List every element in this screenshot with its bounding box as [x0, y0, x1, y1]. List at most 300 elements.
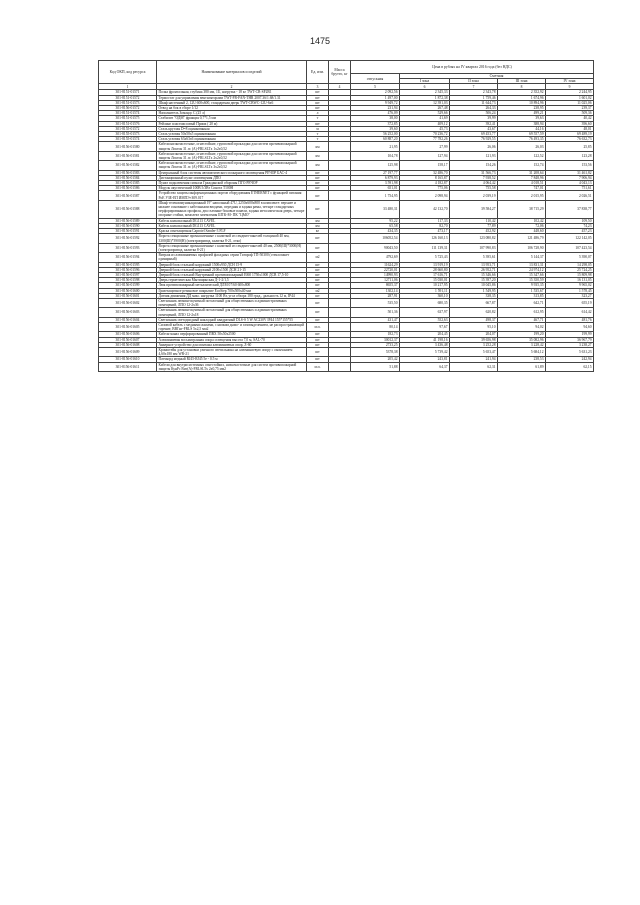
row-release-price: 8655,37 — [351, 283, 400, 288]
row-zone-4-price: 123,28 — [546, 151, 594, 160]
row-zone-3-price: 26,03 — [498, 142, 546, 151]
row-unit: шт — [307, 100, 329, 105]
row-code: 301-8156-01602 — [99, 298, 157, 307]
row-zone-3-price: 199,20 — [498, 332, 546, 337]
row-code: 301-8156-01584 — [99, 175, 157, 180]
row-name: Кабель-канал перфорированный ПВХ 50х50х2500 — [157, 332, 307, 337]
row-zone-3-price: 15 350,59 — [498, 278, 546, 283]
row-zone-3-price: 448,60 — [498, 229, 546, 234]
row-unit: шт — [307, 175, 329, 180]
row-unit: шт — [307, 90, 329, 95]
row-zone-2-price: 13 953,71 — [450, 262, 498, 267]
row-zone-3-price: 152,74 — [498, 161, 546, 170]
row-zone-2-price: 5 395,61 — [450, 253, 498, 262]
row-unit: л — [307, 111, 329, 116]
row-code: 301-8156-01611 — [99, 362, 157, 371]
row-release-price: 12711,06 — [351, 278, 400, 283]
row-zone-1-price: 97,67 — [400, 322, 450, 331]
header-zone-1: I зона — [400, 79, 450, 84]
row-unit: км — [307, 161, 329, 170]
row-unit: шт — [307, 200, 329, 218]
row-zone-2-price: 15 397,20 — [450, 278, 498, 283]
row-release-price: 1302,14 — [351, 288, 400, 293]
row-zone-1-price: 3 436,48 — [400, 342, 450, 347]
row-name: Светильник светодиодный накладной квадратный DLS-S 5 W AC230V IP44 155*155*55 — [157, 317, 307, 322]
row-release-price: 95,22 — [351, 218, 400, 223]
row-zone-4-price: 242,94 — [546, 357, 594, 362]
row-zone-4-price: 323,27 — [546, 293, 594, 298]
row-unit: м.п. — [307, 362, 329, 371]
row-release-price: 205,42 — [351, 357, 400, 362]
row-zone-2-price: 11 644,73 — [450, 100, 498, 105]
price-table — [98, 60, 594, 372]
row-unit: шт — [307, 283, 329, 288]
row-release-price: 11624,29 — [351, 262, 400, 267]
row-zone-2-price: 69 453,77 — [450, 132, 498, 137]
row-zone-3-price: 238,53 — [498, 357, 546, 362]
row-mass — [329, 243, 351, 252]
row-zone-2-price: 452,92 — [450, 229, 498, 234]
row-release-price: 38,00 — [351, 116, 400, 121]
row-name: Кабели для внутрисистемных огнестойких, низкочастотные для систем противопожарной защиты КунРс Вит(А)-FRLSLTx 2х0,75 мм2 — [157, 362, 307, 371]
column-number: 8 — [498, 84, 546, 90]
row-zone-2-price: 15 346,66 — [450, 272, 498, 277]
row-unit: шт — [307, 337, 329, 342]
row-zone-2-price: 620,82 — [450, 308, 498, 317]
row-release-price: 22720,01 — [351, 267, 400, 272]
column-number: 2 — [157, 84, 307, 90]
row-code: 301-8156-01596 — [99, 267, 157, 272]
row-zone-1-price: 473,17 — [400, 229, 450, 234]
row-name: Анкерное устройство для монтажа алюминиевых опор, Z-60 — [157, 342, 307, 347]
row-unit: м — [307, 126, 329, 131]
row-code: 301-8156-01608 — [99, 342, 157, 347]
row-zone-3-price: 39,63 — [498, 116, 546, 121]
row-name: Ворота секционные промышленные с калиткой из сендвич-панелей 40 мм, 2500(Ш)*3000(Н) (электропривод, калитка 8-21) — [157, 243, 307, 252]
row-mass — [329, 298, 351, 307]
row-zone-3-price: 35 082,96 — [498, 337, 546, 342]
row-zone-2-price: 107 990,83 — [450, 243, 498, 252]
row-zone-2-price: 667,87 — [450, 298, 498, 307]
row-zone-3-price: 4 018,51 — [498, 181, 546, 186]
row-release-price: 1 754,95 — [351, 191, 400, 200]
row-code: 301-8156-01603 — [99, 308, 157, 317]
row-zone-4-price: 2 244,95 — [546, 90, 594, 95]
row-zone-2-price: 755,58 — [450, 186, 498, 191]
row-zone-1-price: 15 030,01 — [400, 278, 450, 283]
row-zone-4-price: 11 025,06 — [546, 100, 594, 105]
table-row — [99, 200, 594, 218]
table-row — [99, 322, 594, 331]
table-row — [99, 151, 594, 160]
row-name: Рейлинг пластмассовый Прима ( 20 м) — [157, 121, 307, 126]
row-zone-3-price: 7 848,96 — [498, 175, 546, 180]
row-zone-4-price: 396,60 — [546, 121, 594, 126]
row-zone-3-price: 238,95 — [498, 106, 546, 111]
row-zone-1-price: 10 217,95 — [400, 283, 450, 288]
row-unit: шт — [307, 317, 329, 322]
row-name: Краска огнезащитная Caprotel Sander-3 FLF — [157, 229, 307, 234]
row-zone-1-price: 204,45 — [400, 332, 450, 337]
row-name: Кабель коаксиальный DG113 CAVEL — [157, 223, 307, 228]
row-zone-4-price: 122 142,05 — [546, 234, 594, 243]
row-name: Дверной блок стальной наружный 1500х930 ДСН 15-9 — [157, 262, 307, 267]
row-zone-3-price: 5 684,12 — [498, 347, 546, 356]
row-zone-1-price: 637,97 — [400, 308, 450, 317]
row-release-price: 33 480,31 — [351, 200, 400, 218]
row-zone-2-price: 1 549,95 — [450, 288, 498, 293]
row-zone-2-price: 123 080,82 — [450, 234, 498, 243]
row-zone-1-price: 127,94 — [400, 151, 450, 160]
row-name: Светильник люминесцентный потолочный для общественных и административных помещений, ЛПО 12-2х18 — [157, 308, 307, 317]
row-mass — [329, 253, 351, 262]
row-mass — [329, 191, 351, 200]
header-release: отпускная — [351, 74, 400, 84]
row-unit: шт — [307, 234, 329, 243]
row-zone-4-price: 5 390,07 — [546, 253, 594, 262]
row-unit: шт — [307, 332, 329, 337]
row-zone-4-price: 25,85 — [546, 142, 594, 151]
row-release-price: 51,88 — [351, 362, 400, 371]
row-name: Кронштейн для установки уличного светильника на алюминиевую опору с окончанием 4,60х180 мм WR-21 — [157, 347, 307, 356]
row-unit: шт — [307, 106, 329, 111]
row-zone-1-price: 111 139,31 — [400, 243, 450, 252]
row-zone-3-price: 388,94 — [498, 121, 546, 126]
column-number: 6 — [400, 84, 450, 90]
row-release-price: 39,60 — [351, 126, 400, 131]
row-unit: шт — [307, 308, 329, 317]
row-name: Дверь герметическая Мытищинская Д-1-2/1,5 — [157, 278, 307, 283]
row-zone-2-price: 39 656,98 — [450, 337, 498, 342]
row-code: 301-8151-01571 — [99, 90, 157, 95]
row-zone-4-price: 36 967,79 — [546, 337, 594, 342]
row-unit: км — [307, 223, 329, 228]
row-release-price: 30012,37 — [351, 337, 400, 342]
row-zone-3-price: 2 352,92 — [498, 90, 546, 95]
row-release-price: 4792,69 — [351, 253, 400, 262]
row-zone-4-price: 109,50 — [546, 218, 594, 223]
row-name: Шкаф настенный 2, 12U 600х600, стандартная дверь TWT-CBWC-12U-6x6 — [157, 100, 307, 105]
row-zone-4-price: 76 632,73 — [546, 137, 594, 142]
row-release-price: 65,58 — [351, 223, 400, 228]
row-zone-3-price: 313,85 — [498, 293, 546, 298]
row-name: Грязезащитное резиновое покрытие EcoStep 700х500х40 мм — [157, 288, 307, 293]
row-zone-4-price: 1 578,45 — [546, 288, 594, 293]
row-zone-2-price: 498,37 — [450, 317, 498, 322]
row-zone-2-price: 5 653,47 — [450, 347, 498, 356]
header-mass: Масса брутто, кг — [329, 61, 351, 84]
row-name: Кабели низкочастотные, огнестойкие, групповой прокладки для систем противопожарной защиты Локтон 31 лс (A)-FRLSLTx 2x2x0,52 — [157, 151, 307, 160]
row-zone-2-price: 392,41 — [450, 121, 498, 126]
row-release-price: 9 949,72 — [351, 100, 400, 105]
row-code: 301-8156-01593 — [99, 243, 157, 252]
row-mass — [329, 200, 351, 218]
row-zone-4-price: 5 631,23 — [546, 347, 594, 356]
row-mass — [329, 362, 351, 371]
column-number: 5 — [351, 84, 400, 90]
row-zone-3-price: 467,71 — [498, 317, 546, 322]
row-zone-2-price: 204,07 — [450, 332, 498, 337]
row-zone-2-price: 121,93 — [450, 151, 498, 160]
row-code: 301-8156-01599 — [99, 283, 157, 288]
row-zone-3-price: 15 347,66 — [498, 272, 546, 277]
row-code: 301-8156-01572 — [99, 106, 157, 111]
row-zone-3-price: 3 228,42 — [498, 342, 546, 347]
row-mass — [329, 347, 351, 356]
row-zone-2-price: 31 566,73 — [450, 170, 498, 175]
row-code: 301-8156-01588 — [99, 200, 157, 218]
row-zone-4-price: 94,60 — [546, 322, 594, 331]
column-number: 9 — [546, 84, 594, 90]
row-zone-1-price: 552,63 — [400, 317, 450, 322]
row-name: Модуль акустический 100В 5/3Вт Сонота Т100Н — [157, 186, 307, 191]
row-zone-1-price: 267,48 — [400, 106, 450, 111]
row-unit: шт — [307, 347, 329, 356]
row-mass — [329, 234, 351, 243]
table-row — [99, 142, 594, 151]
row-code: 301-8156-01580 — [99, 142, 157, 151]
row-code: 301-8156-01606 — [99, 332, 157, 337]
row-zone-2-price: 4 064,42 — [450, 181, 498, 186]
row-zone-2-price: 77,89 — [450, 223, 498, 228]
row-zone-1-price: 529,66 — [400, 111, 450, 116]
row-zone-4-price: 2 026,51 — [546, 191, 594, 200]
row-unit: шт — [307, 357, 329, 362]
row-code: 301-8156-01586 — [99, 186, 157, 191]
row-code: 301-8151-01573 — [99, 100, 157, 105]
row-code: 301-8151-01572 — [99, 95, 157, 100]
row-zone-3-price: 10 894,96 — [498, 100, 546, 105]
row-release-price: 535,50 — [351, 298, 400, 307]
row-zone-3-price: 1 674,96 — [498, 95, 546, 100]
row-code: 301-8156-01610 — [99, 357, 157, 362]
row-zone-3-price: 499,21 — [498, 111, 546, 116]
header-unit: Ед. изм. — [307, 61, 329, 84]
header-code: Код ОКП, код ресурса — [99, 61, 157, 84]
row-zone-3-price: 122,52 — [498, 151, 546, 160]
row-code: 301-8155-01573 — [99, 132, 157, 137]
row-zone-1-price: 2 345,33 — [400, 90, 450, 95]
row-unit: шт — [307, 278, 329, 283]
row-zone-3-price: 5 144,37 — [498, 253, 546, 262]
row-release-price: 231,94 — [351, 106, 400, 111]
row-name: Шкаф телекоммуникационный 19" напольный 47U, 2250х600х800 в комплекте: верхнее и нижнее основание с кабельными вводами, передняя и задняя рамы, четыре стандартных перфорированных профиля, два съемные боковые панели, задняя металлическая дверь, четыре опорные стойки, комплект заземления ШТК-М- ПК "ЦМО" — [157, 200, 307, 218]
row-release-price: 60 887,20 — [351, 137, 400, 142]
row-unit: м2 — [307, 288, 329, 293]
row-mass — [329, 161, 351, 170]
row-release-price: 104,78 — [351, 151, 400, 160]
row-zone-3-price: 69 557,59 — [498, 132, 546, 137]
row-code: 301-8156-01591 — [99, 229, 157, 234]
row-zone-1-price: 2 098,94 — [400, 191, 450, 200]
row-zone-4-price: 74,23 — [546, 223, 594, 228]
row-code: 301-8155-01574 — [99, 137, 157, 142]
row-zone-4-price: 16 131,05 — [546, 278, 594, 283]
row-zone-1-price: 64,37 — [400, 362, 450, 371]
row-unit: шт — [307, 191, 329, 200]
row-name: Отвод на бок в сборе 1/12 — [157, 106, 307, 111]
row-zone-3-price: 747,01 — [498, 186, 546, 191]
row-release-price: 434,35 — [351, 229, 400, 234]
row-code: 301-8151-01575 — [99, 116, 157, 121]
row-zone-1-price: 1 591,11 — [400, 288, 450, 293]
row-unit: шт — [307, 293, 329, 298]
row-zone-2-price: 2 343,78 — [450, 90, 498, 95]
row-code: 301-8156-01581 — [99, 151, 157, 160]
row-name: Дверной блок стальной Внутренний противопожарный EI60 1750х1000 ДСВ 17,5-10 — [157, 272, 307, 277]
row-name: Кабели низкочастотные, огнестойкие, групповой прокладки для систем противопожарной защиты Локтон 31 лс (A)-FRLSLTx 1x2x0,52 — [157, 142, 307, 151]
row-zone-1-price: 5 725,43 — [400, 253, 450, 262]
row-zone-4-price: 614,42 — [546, 308, 594, 317]
row-mass — [329, 322, 351, 331]
row-zone-4-price: 481,76 — [546, 317, 594, 322]
row-name: Дверной блок стальной наружный 2100х1500 ДСН 21-15 — [157, 267, 307, 272]
row-zone-2-price: 39 584,27 — [450, 200, 498, 218]
row-code: 301-8151-01574 — [99, 111, 157, 116]
row-zone-4-price: 9 965,02 — [546, 283, 594, 288]
row-zone-1-price: 41 198,16 — [400, 337, 450, 342]
row-zone-3-price: 61,89 — [498, 362, 546, 371]
row-zone-2-price: 264,33 — [450, 106, 498, 111]
row-unit: м2 — [307, 253, 329, 262]
row-zone-1-price: 158,17 — [400, 161, 450, 170]
row-zone-2-price: 241,94 — [450, 357, 498, 362]
row-zone-1-price: 126 160,13 — [400, 234, 450, 243]
row-zone-4-price: 37 838,77 — [546, 200, 594, 218]
row-release-price: 3 591,98 — [351, 181, 400, 186]
row-zone-4-price: 655,19 — [546, 298, 594, 307]
row-zone-4-price: 48,01 — [546, 126, 594, 131]
row-unit: шт — [307, 243, 329, 252]
row-release-price: 2 092,56 — [351, 90, 400, 95]
row-code: 301-8156-01590 — [99, 223, 157, 228]
row-zone-1-price: 8 165,87 — [400, 175, 450, 180]
row-unit: шт — [307, 262, 329, 267]
row-zone-3-price: 94,02 — [498, 322, 546, 331]
row-zone-3-price: 102,42 — [498, 218, 546, 223]
row-name: Ворота секционные промышленные с калиткой из сендвич-панелей толщиной 40 мм, 3300(Ш)*3900(Н) (электропривод, калитка 8-21, отко) — [157, 234, 307, 243]
row-unit: кг — [307, 229, 329, 234]
row-release-price: 476,09 — [351, 111, 400, 116]
row-zone-2-price: 76 929,55 — [450, 137, 498, 142]
row-zone-3-price: 38 715,29 — [498, 200, 546, 218]
row-zone-4-price: 1 601,02 — [546, 95, 594, 100]
row-zone-4-price: 40,42 — [546, 116, 594, 121]
row-zone-1-price: 4 182,87 — [400, 181, 450, 186]
row-release-price: 5378,38 — [351, 347, 400, 356]
row-name: Светильник люминесцентный потолочный для общественных и административных помещений, ЛПО 12-2х36 — [157, 298, 307, 307]
row-release-price: 21,95 — [351, 142, 400, 151]
row-release-price: 6 879,93 — [351, 175, 400, 180]
row-name: Дистанционный пульт оповещения ДПО — [157, 175, 307, 180]
table-row — [99, 234, 594, 243]
row-zone-2-price: 3 252,28 — [450, 342, 498, 347]
row-zone-1-price: 28 660,80 — [400, 267, 450, 272]
row-zone-3-price: 31 208,64 — [498, 170, 546, 175]
row-name: Патчкорд медный RJ45-RJ45 5е - 0.5 м — [157, 357, 307, 362]
row-zone-4-price: 69 489,19 — [546, 132, 594, 137]
row-zone-1-price: 775,06 — [400, 186, 450, 191]
row-zone-2-price: 26 952,71 — [450, 267, 498, 272]
row-name: Витраж из алюминиевых профилей фасадных серии Татпроф ТП-50300 (стеклопакет одинарный) — [157, 253, 307, 262]
row-zone-2-price: 1 759,46 — [450, 95, 498, 100]
row-zone-2-price: 43,67 — [450, 126, 498, 131]
row-release-price: 431,47 — [351, 317, 400, 322]
row-release-price: 80,14 — [351, 322, 400, 331]
row-name: Сталь угловая 63х63х6 оцинкованная — [157, 137, 307, 142]
row-unit: т — [307, 132, 329, 137]
row-release-price: 2733,25 — [351, 342, 400, 347]
row-release-price: 14990,93 — [351, 272, 400, 277]
row-zone-2-price: 506,24 — [450, 111, 498, 116]
row-zone-2-price: 110,42 — [450, 218, 498, 223]
row-release-price: 106052,54 — [351, 234, 400, 243]
row-code: 301-8156-01595 — [99, 262, 157, 267]
row-zone-4-price: 15 809,98 — [546, 272, 594, 277]
row-zone-3-price: 44,16 — [498, 126, 546, 131]
row-code: 301-8156-01600 — [99, 288, 157, 293]
row-unit: шт — [307, 95, 329, 100]
row-unit: шт — [307, 267, 329, 272]
table-row — [99, 298, 594, 307]
row-zone-2-price: 338,35 — [450, 293, 498, 298]
row-unit: шт — [307, 342, 329, 347]
row-zone-1-price: 117,33 — [400, 218, 450, 223]
row-zone-3-price: 642,71 — [498, 298, 546, 307]
row-zone-4-price: 239,37 — [546, 106, 594, 111]
row-unit: км — [307, 218, 329, 223]
row-mass — [329, 142, 351, 151]
row-name: Кабель коаксиальный DG113 CAVEL — [157, 218, 307, 223]
row-zone-1-price: 360,10 — [400, 293, 450, 298]
table-row — [99, 191, 594, 200]
row-unit: т — [307, 137, 329, 142]
row-zone-3-price: 72,06 — [498, 223, 546, 228]
header-zone-3: III зона — [498, 79, 546, 84]
row-zone-1-price: 27,99 — [400, 142, 450, 151]
row-unit: шт — [307, 121, 329, 126]
row-zone-4-price: 457,23 — [546, 229, 594, 234]
header-price: Цена в рублях на IV квартал 2016 года (без НДС) — [351, 61, 594, 74]
header-zone-2: II зона — [450, 79, 498, 84]
row-code: 301-8156-01589 — [99, 218, 157, 223]
row-zone-4-price: 153,56 — [546, 161, 594, 170]
row-zone-3-price: 106 728,90 — [498, 243, 546, 252]
row-zone-3-price: 9 935,35 — [498, 283, 546, 288]
row-code: 301-8156-01582 — [99, 161, 157, 170]
table-row — [99, 362, 594, 371]
row-code: 301-8156-01607 — [99, 337, 157, 342]
row-zone-3-price: 1 535,67 — [498, 288, 546, 293]
row-zone-4-price: 199,99 — [546, 332, 594, 337]
row-unit: м.п. — [307, 322, 329, 331]
row-mass — [329, 151, 351, 160]
row-unit: шт — [307, 272, 329, 277]
row-name: Датчик движения ДД макс. нагрузка 1100 Вт, угол обзора 180 град., дальность 12 м, IP44 — [157, 293, 307, 298]
row-name: Пункт подключения сигнала Гражданской обороны ПГО РЕЧОР — [157, 181, 307, 186]
row-release-price: 182,73 — [351, 332, 400, 337]
row-unit: шт — [307, 298, 329, 307]
row-name: Стабилит "ОДМ" фракция 0,7*1,5 мм — [157, 116, 307, 121]
row-release-price: 651,01 — [351, 186, 400, 191]
column-number: 3 — [307, 84, 329, 90]
row-zone-1-price: 42 132,70 — [400, 200, 450, 218]
row-name: Сталь круглая D=8 оцинкованная — [157, 126, 307, 131]
row-name: Полка фронтальная, глубина 380 мм, 1U, нагрузка - 18 кг TWT-CB-SF2B1 — [157, 90, 307, 95]
row-zone-1-price: 77 782,26 — [400, 137, 450, 142]
page-number: 1475 — [309, 36, 331, 46]
row-zone-1-price: 13 919,19 — [400, 262, 450, 267]
